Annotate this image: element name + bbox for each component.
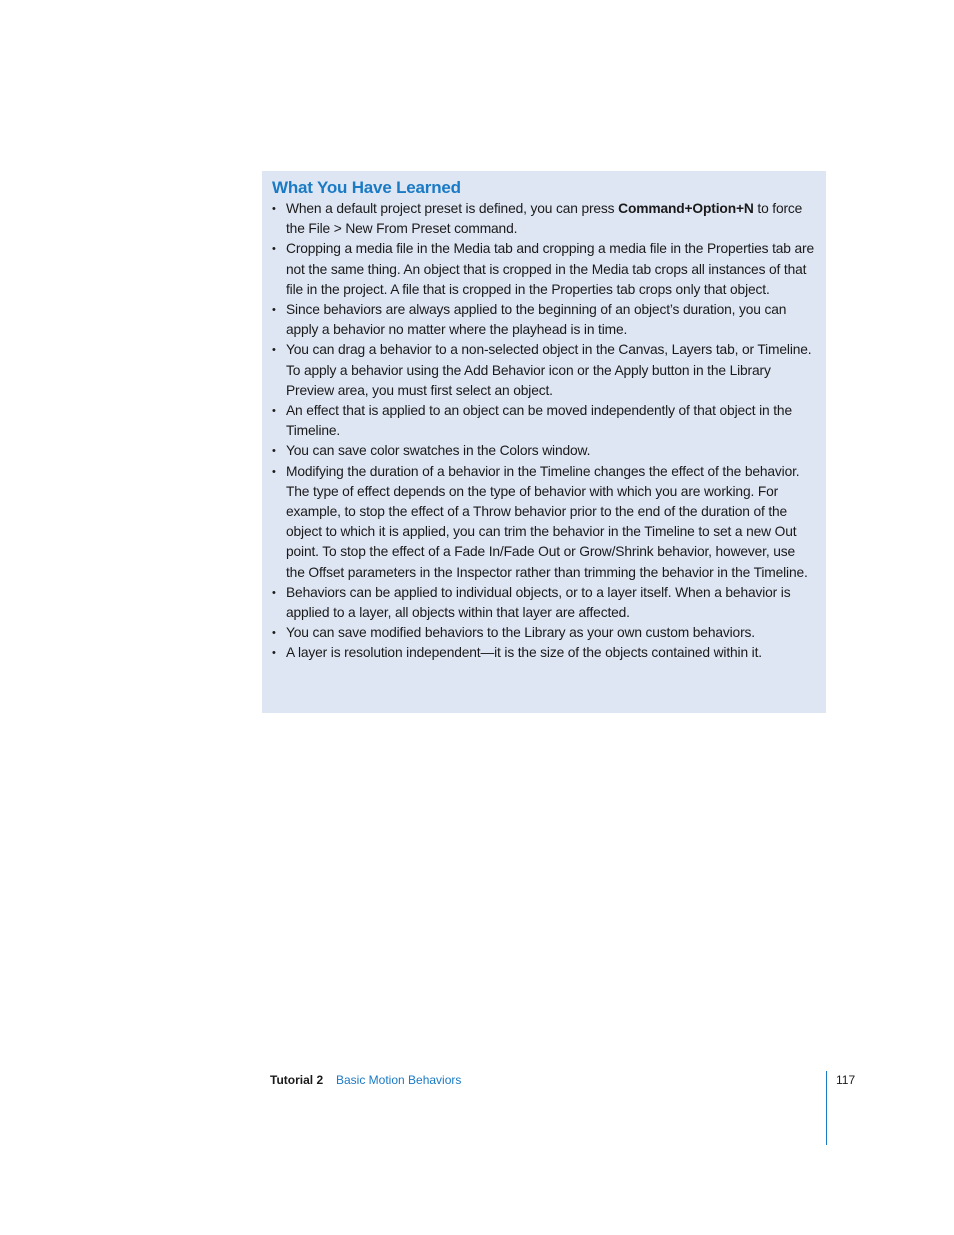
list-item: • Cropping a media file in the Media tab and cropping a media file in the Properties tab are not the same thing. An object that is cropped in the Media tab crops all instances of that file in the project. A file that is cropped in the Properties tab crops only that object.	[272, 239, 814, 300]
list-item: • A layer is resolution independent—it is the size of the objects contained within it.	[272, 643, 814, 663]
list-item-text: to force the File > New From Preset command.	[286, 201, 803, 237]
list-item: • You can save modified behaviors to the Library as your own custom behaviors.	[272, 623, 814, 643]
bullet-list	[272, 199, 814, 664]
page-number: 117	[836, 1073, 856, 1087]
list-item: • Since behaviors are always applied to the beginning of an object’s duration, you can apply a behavior no matter where the playhead is in time.	[272, 300, 814, 340]
list-item: • Behaviors can be applied to individual objects, or to a layer itself. When a behavior is applied to a layer, all objects within that layer are affected.	[272, 583, 814, 623]
list-item-text: When a default project preset is defined, you can press	[286, 201, 619, 216]
footer-chapter-label: Tutorial 2	[270, 1073, 324, 1087]
list-item: • You can save color swatches in the Colors window.	[272, 441, 814, 461]
keyboard-shortcut: Command+Option+N	[618, 201, 754, 216]
footer-divider	[826, 1071, 827, 1145]
footer-section-name: Basic Motion Behaviors	[336, 1073, 462, 1087]
summary-box	[262, 171, 826, 713]
list-item: • You can drag a behavior to a non-selected object in the Canvas, Layers tab, or Timeline. To apply a behavior using the Add Behavior icon or the Apply button in the Library Preview area, you must first select an object.	[272, 340, 814, 401]
list-item: • An effect that is applied to an object can be moved independently of that object in the Timeline.	[272, 401, 814, 441]
list-item: • Modifying the duration of a behavior in the Timeline changes the effect of the behavior. The type of effect depends on the type of behavior with which you are working. For example, to stop the effect of a Throw behavior prior to the end of the duration of the object to which it is applied, you can trim the behavior in the Timeline to set a new Out point. To stop the effect of a Fade In/Fade Out or Grow/Shrink behavior, however, use the Offset parameters in the Inspector rather than trimming the behavior in the Timeline.	[272, 462, 814, 583]
list-item	[272, 199, 814, 239]
section-title: What You Have Learned	[272, 178, 461, 197]
